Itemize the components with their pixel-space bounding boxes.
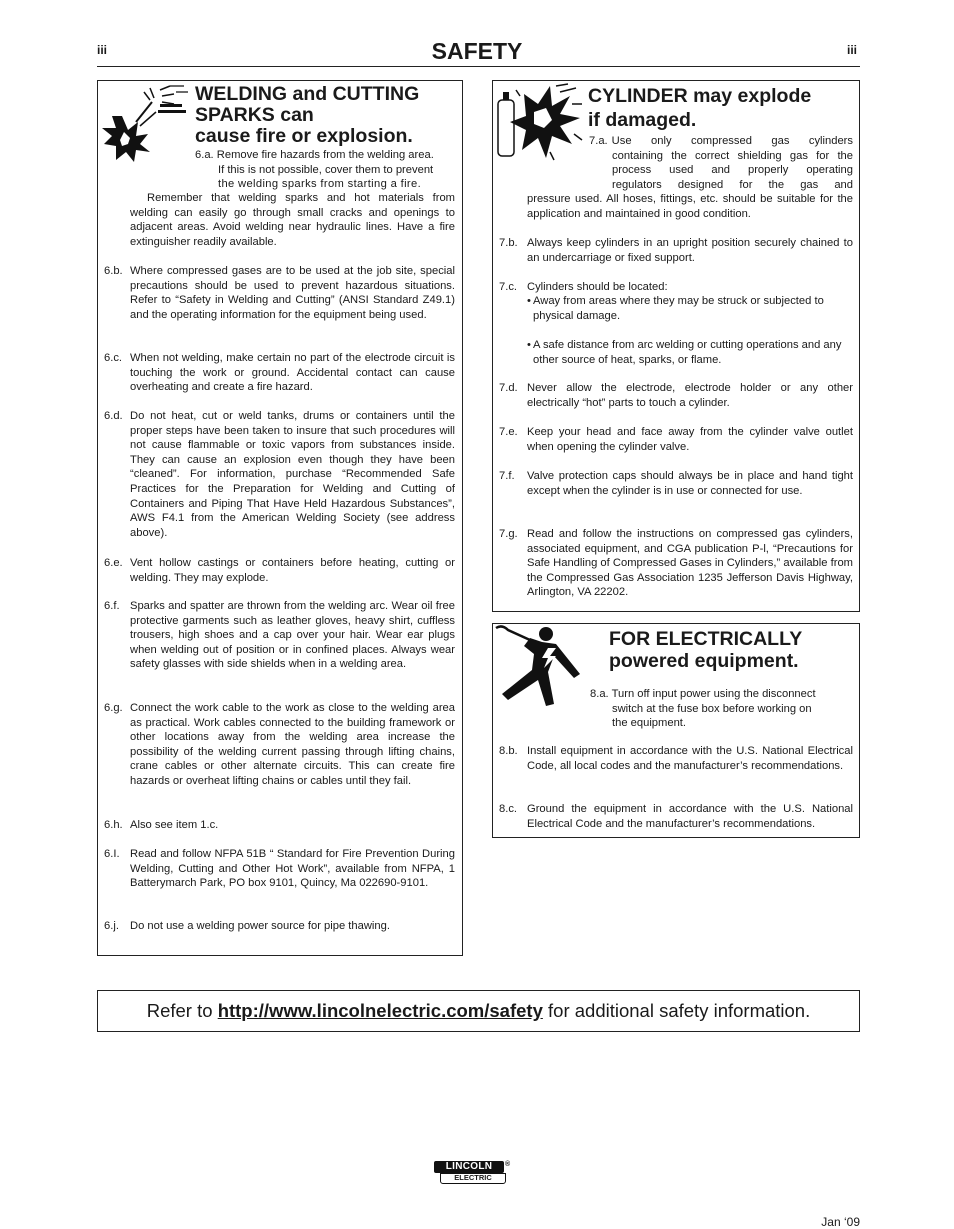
page-number-right: iii <box>846 43 857 57</box>
item-6a: 6.a. Remove fire hazards from the welding area. If this is not possible, cover them to prevent the welding sparks from starting a fire. <box>195 149 434 191</box>
revision-date: Jan ‘09 <box>821 1215 860 1229</box>
bullet-7c-2: • A safe distance from arc welding or cutting operations and any other source of heat, sparks, or flame. <box>527 339 842 366</box>
section8-heading: FOR ELECTRICALLY powered equipment. <box>609 628 803 672</box>
item-7b: 7.b. Always keep cylinders in an upright position securely chained to an undercarriage or fixed support. <box>499 237 853 264</box>
item-7a-continued: pressure used. All hoses, fittings, etc. should be suitable for the application and maintained in good condition. <box>527 193 853 220</box>
item-7d: 7.d. Never allow the electrode, electrode holder or any other electrically “hot” parts to touch a cylinder. <box>499 382 853 409</box>
safety-link-box: Refer to http://www.lincolnelectric.com/safety for additional safety information. <box>97 990 860 1032</box>
electric-shock-icon <box>494 624 594 710</box>
item-7a: 7.a. Use only compressed gas cylinders containing the correct shielding gas for the process used and properly operating regulators designed for the gas and <box>589 135 853 191</box>
lincoln-electric-logo: LINCOLN ® ELECTRIC <box>434 1161 510 1187</box>
item-7f: 7.f. Valve protection caps should always be in place and hand tight except when the cylinder is in use or connected for use. <box>499 470 853 497</box>
item-6d: 6.d. Do not heat, cut or weld tanks, drums or containers until the proper steps have been taken to insure that such procedures will not cause flammable or toxic vapors from substances inside. They can cause an explosion even though they have been “cleaned”. For information, purchase “Recommended Safe Practices for the Preparation for Welding and Cutting of Containers and Piping That Have Held Hazardous Substances”, AWS F4.1 from the American Welding Society (see address above). <box>104 410 455 539</box>
item-6c: 6.c. When not welding, make certain no part of the electrode circuit is touching the work or ground. Accidental contact can cause overheating and create a fire hazard. <box>104 352 455 394</box>
page-number-left: iii <box>97 43 108 57</box>
item-6i: 6.I. Read and follow NFPA 51B “ Standard for Fire Prevention During Welding, Cutting and Other Hot Work”, available from NFPA, 1 Batterymarch Park, PO box 9101, Quincy, Ma 022690-9101. <box>104 848 455 890</box>
item-6e: 6.e. Vent hollow castings or containers before heating, cutting or welding. They may explode. <box>104 557 455 584</box>
item-6h: 6.h. Also see item 1.c. <box>104 819 219 831</box>
item-6a-continued: Remember that welding sparks and hot materials from welding can easily go through small cracks and openings to adjacent areas. Avoid welding near hydraulic lines. Have a fire extinguisher readily available. <box>130 192 455 248</box>
item-6f: 6.f. Sparks and spatter are thrown from the welding arc. Wear oil free protective garments such as leather gloves, heavy shirt, cuffless trousers, high shoes and a cap over your hair. Wear ear plugs when welding out of position or in confined places. Always wear safety glasses with side shields when in a welding area. <box>104 600 455 671</box>
header-rule <box>97 66 860 67</box>
item-8a: 8.a. Turn off input power using the disconnect switch at the fuse box before working on the equipment. <box>590 688 816 730</box>
item-7e: 7.e. Keep your head and face away from the cylinder valve outlet when opening the cylinder valve. <box>499 426 853 453</box>
page-title: SAFETY <box>431 38 523 64</box>
item-6b: 6.b. Where compressed gases are to be used at the job site, special precautions should be used to prevent hazardous situations. Refer to “Safety in Welding and Cutting” (ANSI Standard Z49.1) and the operating information for the equipment being used. <box>104 265 455 321</box>
item-6j: 6.j. Do not use a welding power source for pipe thawing. <box>104 920 390 932</box>
item-8c: 8.c. Ground the equipment in accordance with the U.S. National Electrical Code and the manufacturer’s recommendations. <box>499 803 853 830</box>
section7-heading: CYLINDER may explode if damaged. <box>588 85 812 131</box>
item-8b: 8.b. Install equipment in accordance with the U.S. National Electrical Code, all local codes and the manufacturer’s recommendations. <box>499 745 853 772</box>
item-7g: 7.g. Read and follow the instructions on compressed gas cylinders, associated equipment, and CGA publication P-l, “Precautions for Safe Handling of Compressed Gases in Cylinders,” available from the Compressed Gas Association 1235 Jefferson Davis Highway, Arlington, VA 22202. <box>499 528 853 599</box>
safety-website-link[interactable]: http://www.lincolnelectric.com/safety <box>217 1000 543 1021</box>
cylinder-explode-icon <box>494 82 586 164</box>
item-6g: 6.g. Connect the work cable to the work as close to the welding area as practical. Work cables connected to the building framework or other locations away from the welding area increase the possibility of the welding current passing through lifting chains, crane cables or other alternate circuits. This can create fire hazards or overheat lifting chains or cables until they fail. <box>104 702 455 787</box>
bullet-7c-1: • Away from areas where they may be struck or subjected to physical damage. <box>527 295 824 322</box>
section6-heading: WELDING and CUTTING SPARKS can cause fire or explosion. <box>195 83 420 147</box>
item-7c: 7.c. Cylinders should be located: <box>499 281 668 293</box>
fire-explosion-icon <box>100 82 192 164</box>
